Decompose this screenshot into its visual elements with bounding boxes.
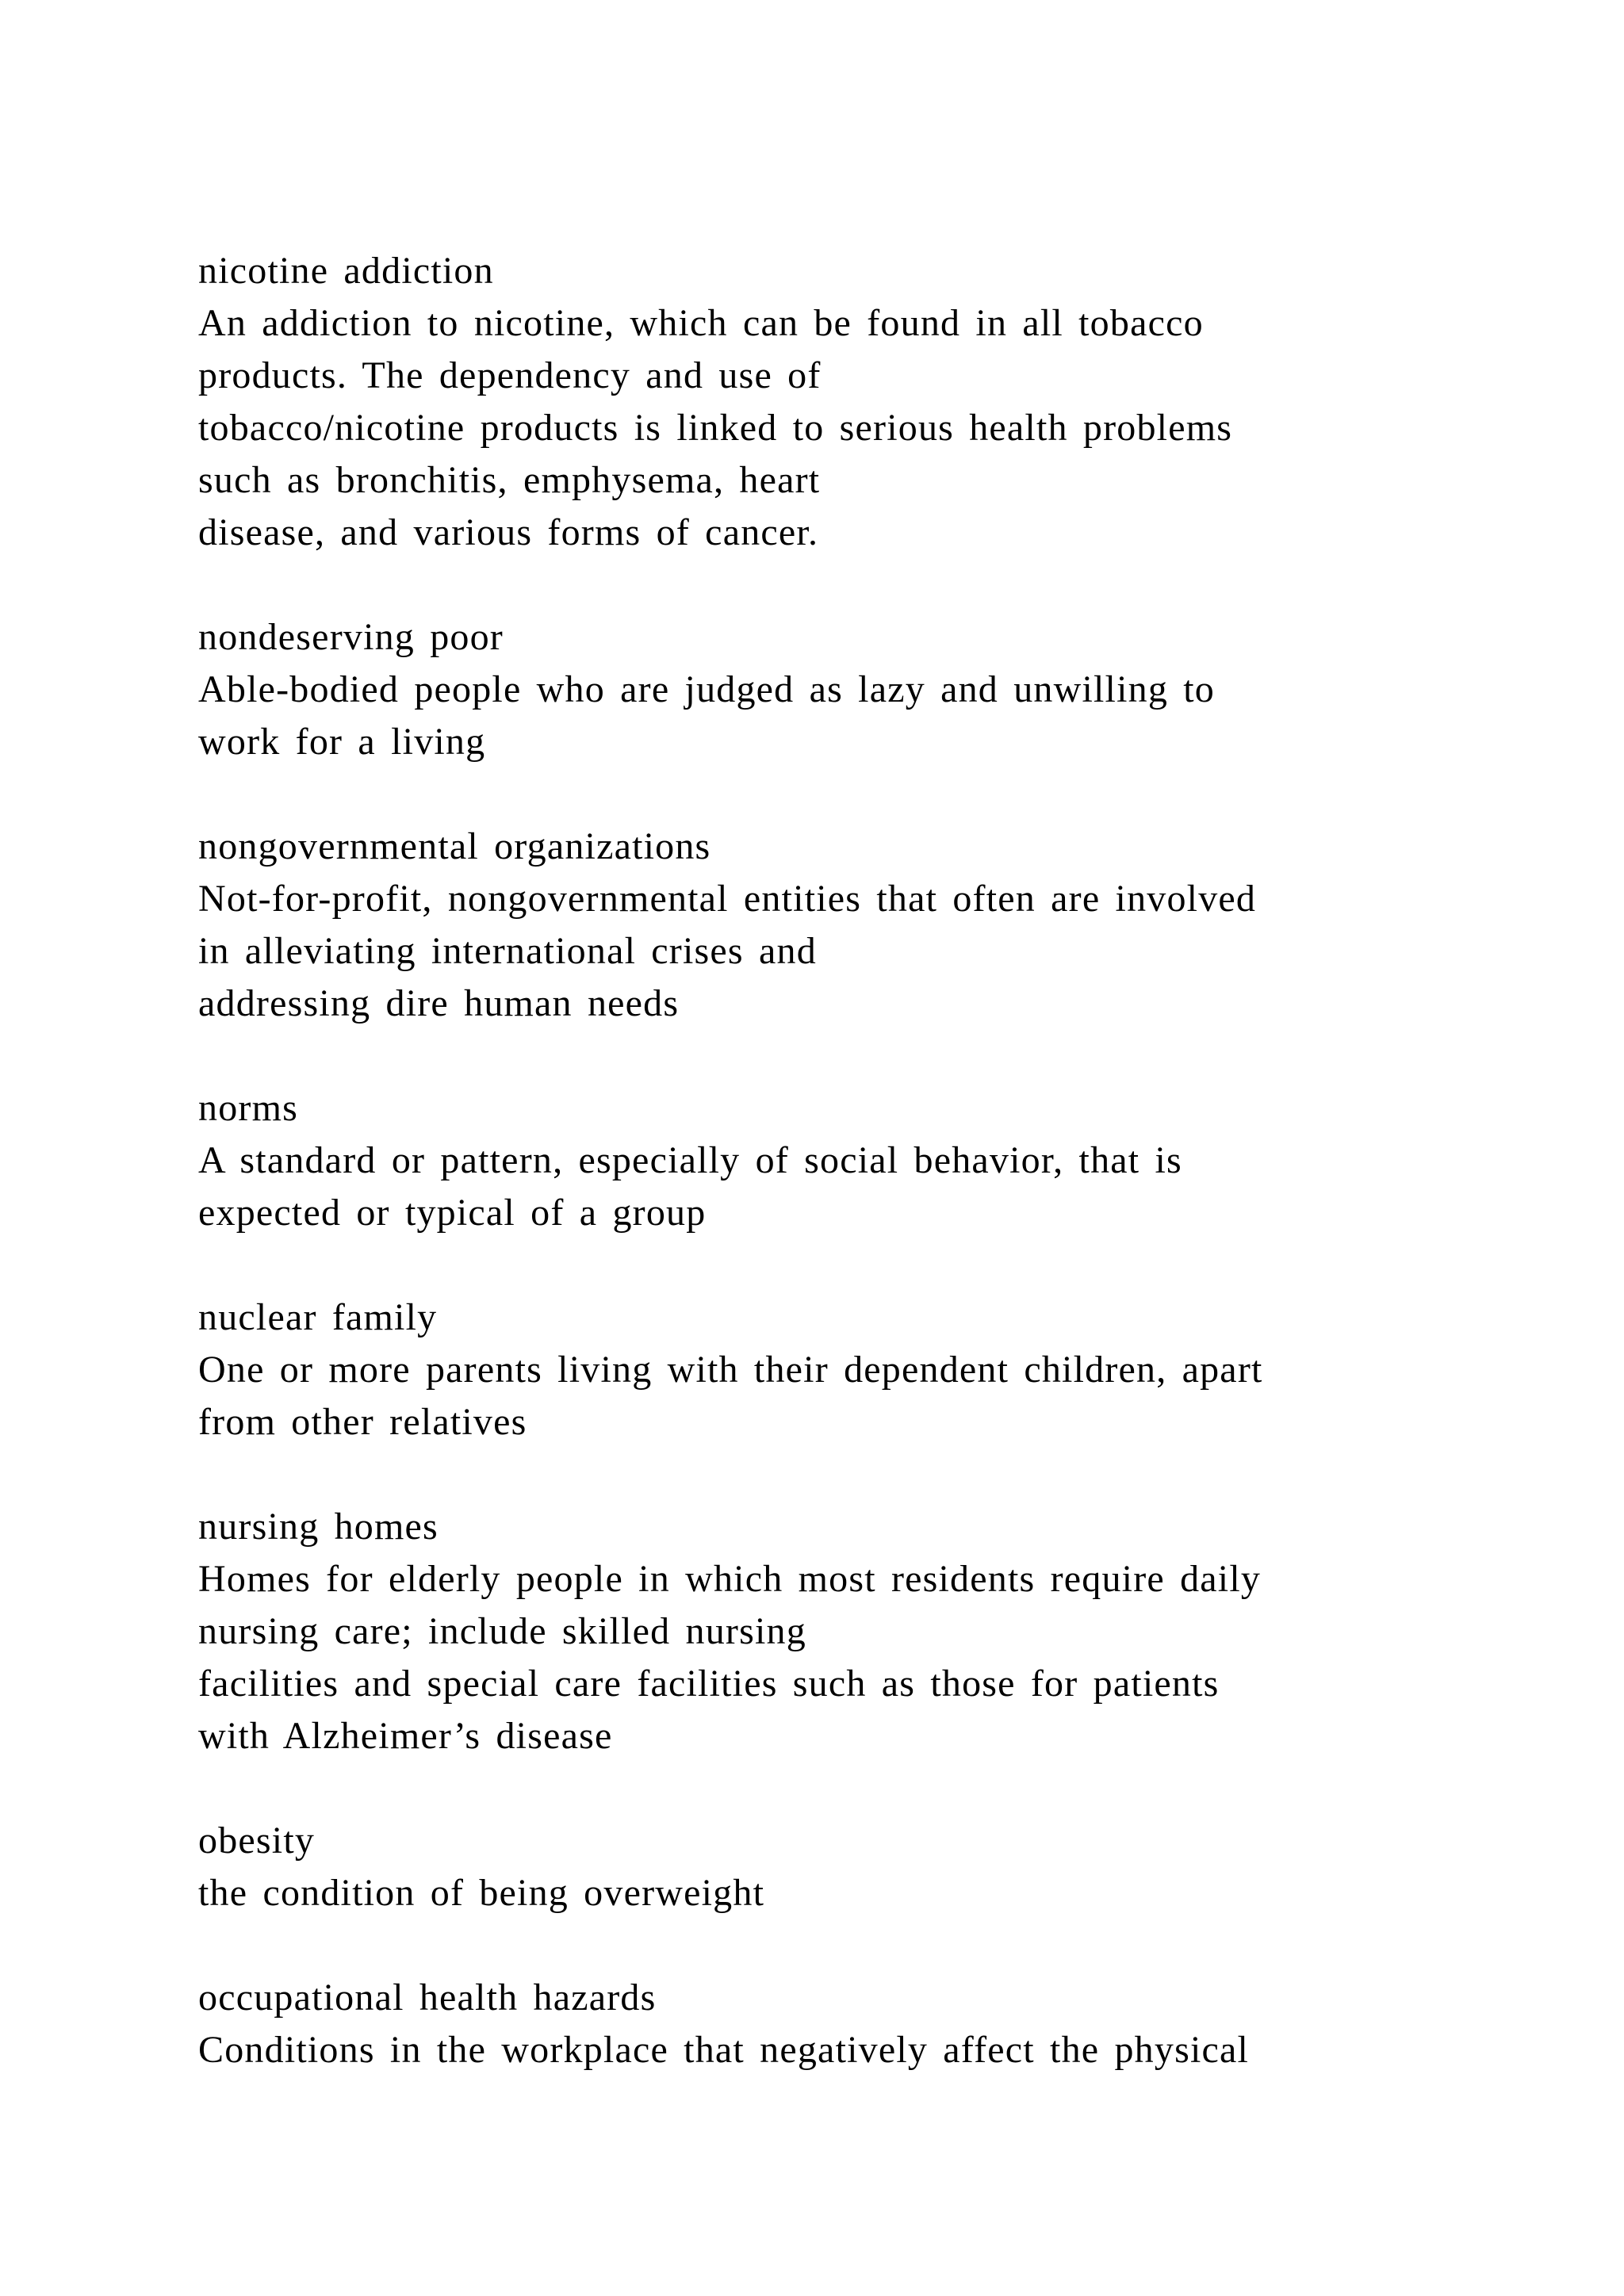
definition-line: with Alzheimer’s disease bbox=[198, 1715, 613, 1757]
definition-line: Homes for elderly people in which most residents require daily bbox=[198, 1558, 1262, 1600]
entry-spacer bbox=[198, 1762, 1546, 1815]
definition-line: tobacco/nicotine products is linked to serious health problems bbox=[198, 407, 1233, 449]
glossary-term: nicotine addiction bbox=[198, 250, 494, 292]
definition-line: disease, and various forms of cancer. bbox=[198, 511, 819, 553]
glossary-term: norms bbox=[198, 1087, 298, 1129]
definition-line: Able-bodied people who are judged as lazy and unwilling to bbox=[198, 668, 1215, 710]
definition-line: A standard or pattern, especially of social behavior, that is bbox=[198, 1139, 1182, 1181]
entry-spacer bbox=[198, 1239, 1546, 1292]
definition-line: expected or typical of a group bbox=[198, 1192, 707, 1234]
entry-spacer bbox=[198, 559, 1546, 611]
glossary bbox=[198, 245, 1546, 2076]
glossary-entry bbox=[198, 1501, 1546, 1762]
definition-line: the condition of being overweight bbox=[198, 1872, 765, 1914]
definition-line: Conditions in the workplace that negatively affect the physical bbox=[198, 2029, 1250, 2071]
entry-spacer bbox=[198, 1919, 1546, 1972]
definition-line: from other relatives bbox=[198, 1401, 527, 1443]
definition-line: in alleviating international crises and bbox=[198, 930, 817, 972]
glossary-entry bbox=[198, 611, 1546, 768]
definition-line: Not-for-profit, nongovernmental entities that often are involved bbox=[198, 878, 1257, 920]
glossary-entry bbox=[198, 1815, 1546, 1919]
entry-spacer bbox=[198, 768, 1546, 821]
definition-line: addressing dire human needs bbox=[198, 982, 680, 1024]
glossary-term: nursing homes bbox=[198, 1506, 439, 1548]
glossary-term: nongovernmental organizations bbox=[198, 825, 711, 867]
glossary-entry bbox=[198, 1972, 1546, 2076]
glossary-term: nuclear family bbox=[198, 1296, 438, 1338]
definition-line: An addiction to nicotine, which can be found in all tobacco bbox=[198, 302, 1204, 344]
definition-line: nursing care; include skilled nursing bbox=[198, 1610, 806, 1652]
definition-line: work for a living bbox=[198, 721, 486, 763]
entry-spacer bbox=[198, 1448, 1546, 1501]
definition-line: One or more parents living with their dependent children, apart bbox=[198, 1349, 1263, 1391]
definition-line: products. The dependency and use of bbox=[198, 354, 822, 396]
glossary-entry bbox=[198, 1082, 1546, 1239]
entry-spacer bbox=[198, 1030, 1546, 1082]
definition-line: such as bronchitis, emphysema, heart bbox=[198, 459, 821, 501]
glossary-term: nondeserving poor bbox=[198, 616, 504, 658]
glossary-entry bbox=[198, 1292, 1546, 1448]
glossary-term: occupational health hazards bbox=[198, 1976, 657, 2019]
glossary-term: obesity bbox=[198, 1820, 316, 1862]
definition-line: facilities and special care facilities such as those for patients bbox=[198, 1663, 1220, 1705]
glossary-entry bbox=[198, 821, 1546, 1030]
glossary-entry bbox=[198, 245, 1546, 559]
